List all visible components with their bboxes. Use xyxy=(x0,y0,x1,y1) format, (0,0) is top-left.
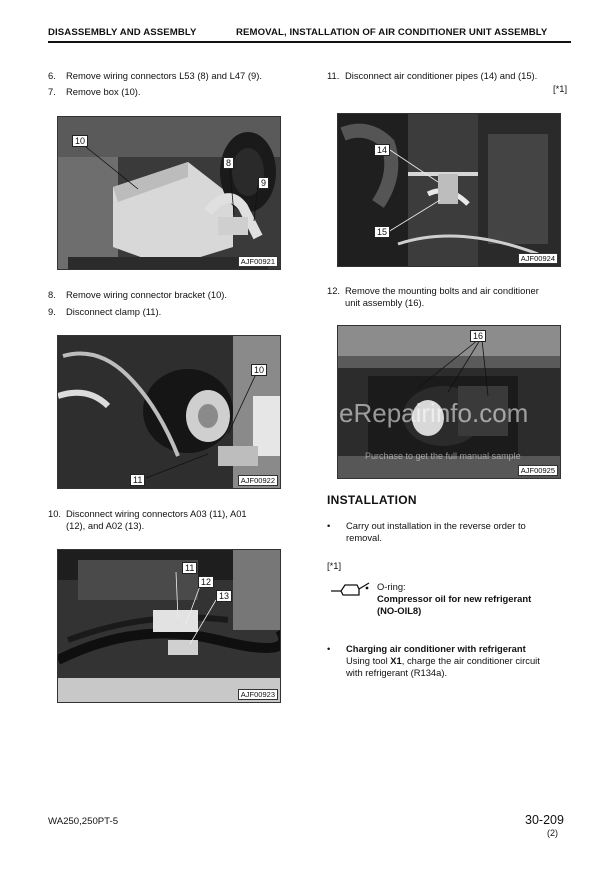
footer-model: WA250,250PT-5 xyxy=(48,816,119,827)
callout-10: 10 xyxy=(251,364,267,376)
step-number: 6. xyxy=(48,70,56,81)
compressor-oil-spec xyxy=(377,593,531,617)
oil-line1: Compressor oil for new refrigerant xyxy=(377,593,532,604)
figure-ajf00923 xyxy=(57,549,281,703)
step-11-reference: [*1] xyxy=(553,83,568,94)
step-text: Remove wiring connector bracket (10). xyxy=(66,289,228,300)
bullet-dot: • xyxy=(327,520,331,531)
step-text: Disconnect air conditioner pipes (14) and (15). xyxy=(345,70,538,81)
step-text: Remove box (10). xyxy=(66,86,141,97)
bullet-text xyxy=(346,520,526,544)
photo-air-conditioner-pipes xyxy=(338,114,560,266)
bullet-dot: • xyxy=(327,643,331,654)
callout-15: 15 xyxy=(374,226,390,238)
callout-11: 11 xyxy=(130,474,145,486)
installation-bullet-charging xyxy=(327,643,589,683)
step-7 xyxy=(48,86,141,98)
step-9 xyxy=(48,306,161,318)
figure-ajf00921 xyxy=(57,116,281,270)
installation-reference: [*1] xyxy=(327,560,342,571)
figure-ajf00922 xyxy=(57,335,281,489)
callout-9: 9 xyxy=(258,177,269,189)
step-text: Remove the mounting bolts and air conditioner xyxy=(345,285,539,296)
figure-caption: AJF00924 xyxy=(518,253,558,264)
footer-revision: (2) xyxy=(547,828,558,838)
step-text: Remove wiring connectors L53 (8) and L47 (9). xyxy=(66,70,262,81)
step-text-cont: unit assembly (16). xyxy=(345,297,425,309)
footer-page-number: 30-209 xyxy=(525,813,564,827)
step-text: Disconnect clamp (11). xyxy=(66,306,162,317)
step-number: 10. xyxy=(48,508,62,519)
charging-text-post: , charge the air conditioner circuit xyxy=(401,655,540,667)
charging-title: Charging air conditioner with refrigerant xyxy=(346,643,526,654)
watermark-subtext: Purchase to get the full manual sample xyxy=(365,451,521,461)
bullet-text-line2: removal. xyxy=(346,532,382,544)
photo-box-and-connectors xyxy=(58,117,280,269)
step-number: 12. xyxy=(327,285,341,296)
installation-heading: INSTALLATION xyxy=(327,493,417,507)
callout-12: 12 xyxy=(198,576,214,588)
callout-16: 16 xyxy=(470,330,486,342)
installation-bullet-reverse-order xyxy=(327,520,587,546)
bullet-text-line1: Carry out installation in the reverse order to xyxy=(346,520,526,531)
step-12 xyxy=(327,285,539,309)
watermark: eRepairinfo.com xyxy=(339,398,529,428)
oring-label: O-ring: xyxy=(377,581,406,592)
oil-line2: (NO-OIL8) xyxy=(377,605,422,617)
step-number: 9. xyxy=(48,306,56,317)
step-number: 7. xyxy=(48,86,56,97)
figure-caption: AJF00923 xyxy=(238,689,278,700)
photo-wiring-connectors xyxy=(58,550,280,702)
step-number: 8. xyxy=(48,289,56,300)
charging-tool: X1 xyxy=(390,655,402,667)
step-text-cont: (12), and A02 (13). xyxy=(66,520,145,532)
step-text: Disconnect wiring connectors A03 (11), A01 xyxy=(66,508,247,519)
step-11 xyxy=(327,70,537,82)
step-number: 11. xyxy=(327,70,340,81)
charging-text-pre: Using tool xyxy=(346,655,391,667)
charging-text-line2: with refrigerant (R134a). xyxy=(346,667,448,679)
header-rule xyxy=(48,41,571,43)
step-6 xyxy=(48,70,262,82)
figure-caption: AJF00921 xyxy=(238,256,278,267)
callout-8: 8 xyxy=(223,157,234,169)
figure-caption: AJF00922 xyxy=(238,475,278,486)
step-8 xyxy=(48,289,227,301)
header-page-title: REMOVAL, INSTALLATION OF AIR CONDITIONER UNIT ASSEMBLY xyxy=(236,27,548,38)
oil-can-icon xyxy=(329,579,371,597)
callout-10: 10 xyxy=(72,135,88,147)
figure-ajf00924 xyxy=(337,113,561,267)
callout-13: 13 xyxy=(216,590,232,602)
callout-11: 11 xyxy=(182,562,197,574)
photo-connector-bracket xyxy=(58,336,280,488)
figure-caption: AJF00925 xyxy=(518,465,558,476)
bullet-text xyxy=(346,643,540,680)
header-section-title: DISASSEMBLY AND ASSEMBLY xyxy=(48,27,197,38)
callout-14: 14 xyxy=(374,144,390,156)
step-10 xyxy=(48,508,247,532)
